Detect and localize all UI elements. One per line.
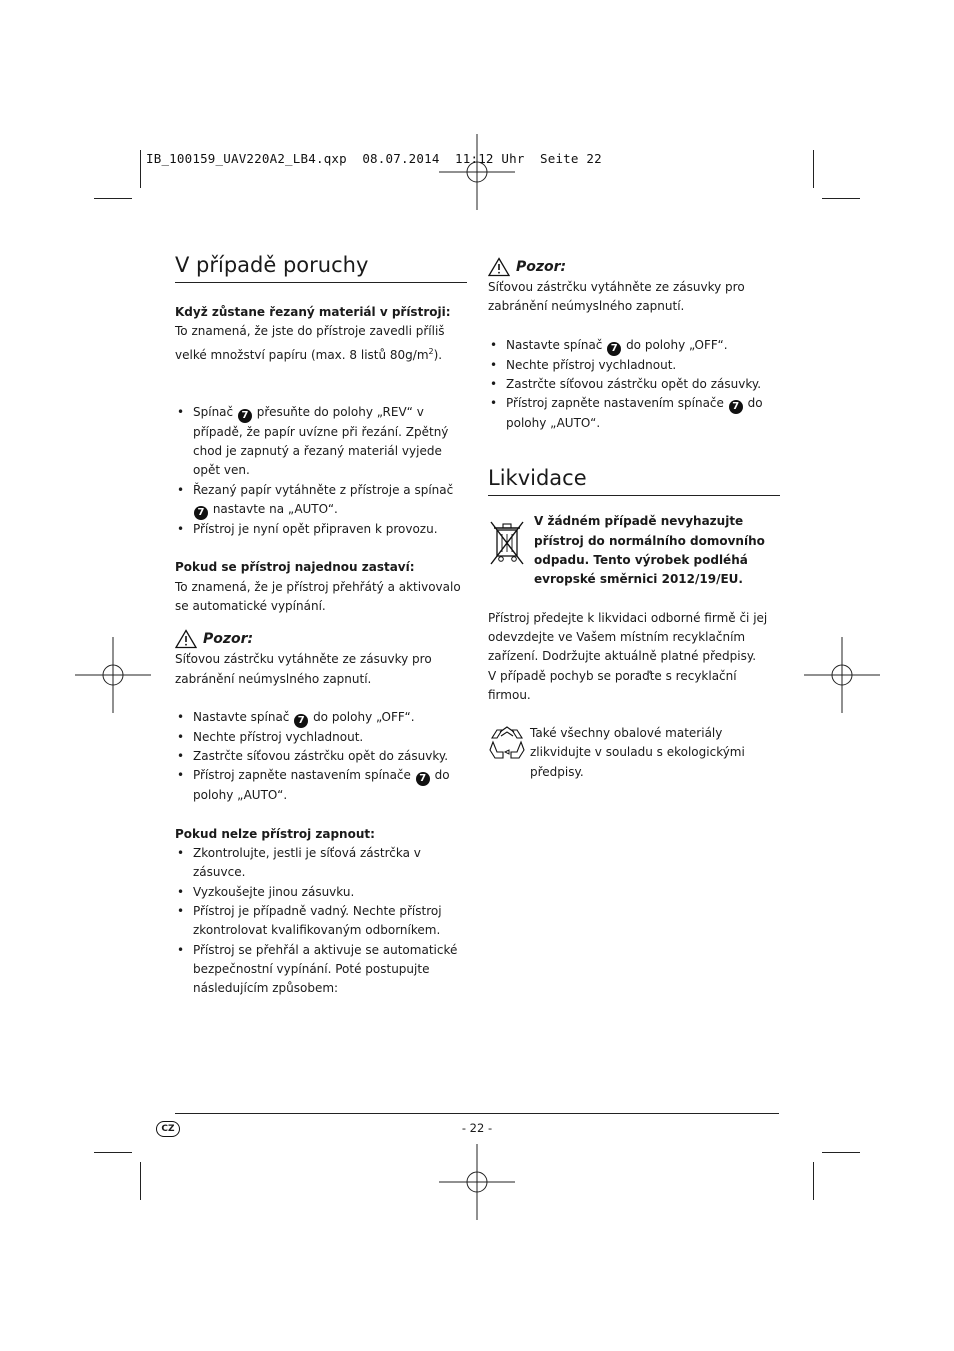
heading-sudden-stop: Pokud se přístroj najednou zastaví: bbox=[175, 560, 415, 575]
recycling-notice bbox=[488, 724, 780, 782]
warning-heading bbox=[175, 628, 467, 650]
list-warning-steps bbox=[488, 336, 780, 434]
switch-number-badge: 7 bbox=[607, 342, 621, 356]
section-title-troubleshooting: V případě poruchy bbox=[175, 250, 467, 283]
warning-title: Pozor: bbox=[203, 631, 254, 648]
list-item: • Přístroj zapněte nastavením spínače 7 do polohy „AUTO“. bbox=[488, 394, 780, 433]
switch-number-badge: 7 bbox=[238, 409, 252, 423]
crop-mark bbox=[140, 150, 141, 188]
right-column bbox=[488, 250, 780, 782]
page-number: - 22 - bbox=[461, 1121, 493, 1135]
crop-mark bbox=[813, 150, 814, 188]
warning-text: Síťovou zástrčku vytáhněte ze zásuvky pro zabránění neúmyslného zapnutí. bbox=[175, 652, 432, 686]
warning-title: Pozor: bbox=[516, 259, 567, 275]
registration-mark-top bbox=[439, 134, 515, 210]
list-item: • Nechte přístroj vychladnout. bbox=[175, 728, 467, 747]
disposal-paragraph: Přístroj předejte k likvidaci odborné firmě či jej odevzdejte ve Vašem místním recyklačním zařízení. Dodržujte aktuálně platné předpisy. bbox=[488, 610, 768, 664]
crop-mark bbox=[813, 1162, 814, 1200]
list-item: • Přístroj se přehřál a aktivuje se automatické bezpečnostní vypínání. Poté postupujte následujícím způsobem: bbox=[175, 941, 467, 999]
switch-number-badge: 7 bbox=[729, 400, 743, 414]
weee-notice bbox=[488, 512, 780, 589]
heading-cannot-switch-on: Pokud nelze přístroj zapnout: bbox=[175, 826, 375, 841]
list-item: • Přístroj je případně vadný. Nechte přístroj zkontrolovat kvalifikovaným odborníkem. bbox=[175, 902, 467, 941]
list-item: • Přístroj zapněte nastavením spínače 7 do polohy „AUTO“. bbox=[175, 766, 467, 805]
list-warning-steps bbox=[175, 708, 467, 806]
list-item: • Zkontrolujte, jestli je síťová zástrčka v zásuvce. bbox=[175, 844, 467, 883]
switch-number-badge: 7 bbox=[416, 772, 430, 786]
left-column bbox=[175, 250, 467, 998]
recycling-icon bbox=[488, 724, 526, 762]
list-item: • Řezaný papír vytáhněte z přístroje a spínač 7 nastavte na „AUTO“. bbox=[175, 481, 467, 520]
disposal-paragraph-doubts: V případě pochyb se poraďte s recyklační firmou. bbox=[488, 668, 737, 702]
registration-mark-bottom bbox=[439, 1144, 515, 1220]
heading-material-stuck: Když zůstane řezaný materiál v přístroji: bbox=[175, 305, 451, 319]
warning-triangle-icon bbox=[488, 257, 510, 277]
switch-number-badge: 7 bbox=[294, 714, 308, 728]
list-item: • Spínač 7 přesuňte do polohy „REV“ v případě, že papír uvízne při řezání. Zpětný chod je zapnutý a řezaný materiál vyjede opět ven. bbox=[175, 403, 467, 481]
paragraph-sudden-stop: To znamená, že je přístroj přehřátý a aktivovalo se automatické vypínání. bbox=[175, 579, 461, 613]
crossed-bin-icon bbox=[488, 518, 526, 568]
warning-heading bbox=[488, 256, 780, 278]
list-item: • Nastavte spínač 7 do polohy „OFF“. bbox=[488, 336, 780, 356]
list-item: • Zastrčte síťovou zástrčku opět do zásuvky. bbox=[175, 747, 467, 766]
crop-mark bbox=[822, 1152, 860, 1153]
footer-rule bbox=[175, 1113, 779, 1114]
section-title-disposal: Likvidace bbox=[488, 463, 780, 496]
registration-mark-left bbox=[75, 637, 151, 713]
switch-number-badge: 7 bbox=[194, 506, 208, 520]
paragraph-material-stuck: To znamená, že jste do přístroje zavedli příliš velké množství papíru (max. 8 listů $80g/m^2$). bbox=[175, 324, 445, 362]
recycling-text: Také všechny obalové materiály zlikvidujte v souladu s ekologickými předpisy. bbox=[530, 726, 745, 779]
list-material-stuck bbox=[175, 403, 467, 539]
weee-text: V žádném případě nevyhazujte přístroj do normálního domovního odpadu. Tento výrobek podléhá evropské směrnici 2012/19/EU. bbox=[534, 514, 765, 587]
list-cannot-switch-on bbox=[175, 844, 467, 998]
warning-text: Síťovou zástrčku vytáhněte ze zásuvky pro zabránění neúmyslného zapnutí. bbox=[488, 280, 745, 314]
print-slug: IB_100159_UAV220A2_LB4.qxp 08.07.2014 11:12 Uhr Seite 22 bbox=[146, 151, 602, 166]
crop-mark bbox=[822, 198, 860, 199]
language-badge: CZ bbox=[156, 1121, 180, 1137]
list-item: • Přístroj je nyní opět připraven k provozu. bbox=[175, 520, 467, 539]
registration-mark-right bbox=[804, 637, 880, 713]
list-item: • Zastrčte síťovou zástrčku opět do zásuvky. bbox=[488, 375, 780, 394]
crop-mark bbox=[140, 1162, 141, 1200]
warning-triangle-icon bbox=[175, 629, 197, 649]
list-item: • Vyzkoušejte jinou zásuvku. bbox=[175, 883, 467, 902]
list-item: • Nastavte spínač 7 do polohy „OFF“. bbox=[175, 708, 467, 728]
crop-mark bbox=[94, 198, 132, 199]
list-item: • Nechte přístroj vychladnout. bbox=[488, 356, 780, 375]
crop-mark bbox=[94, 1152, 132, 1153]
